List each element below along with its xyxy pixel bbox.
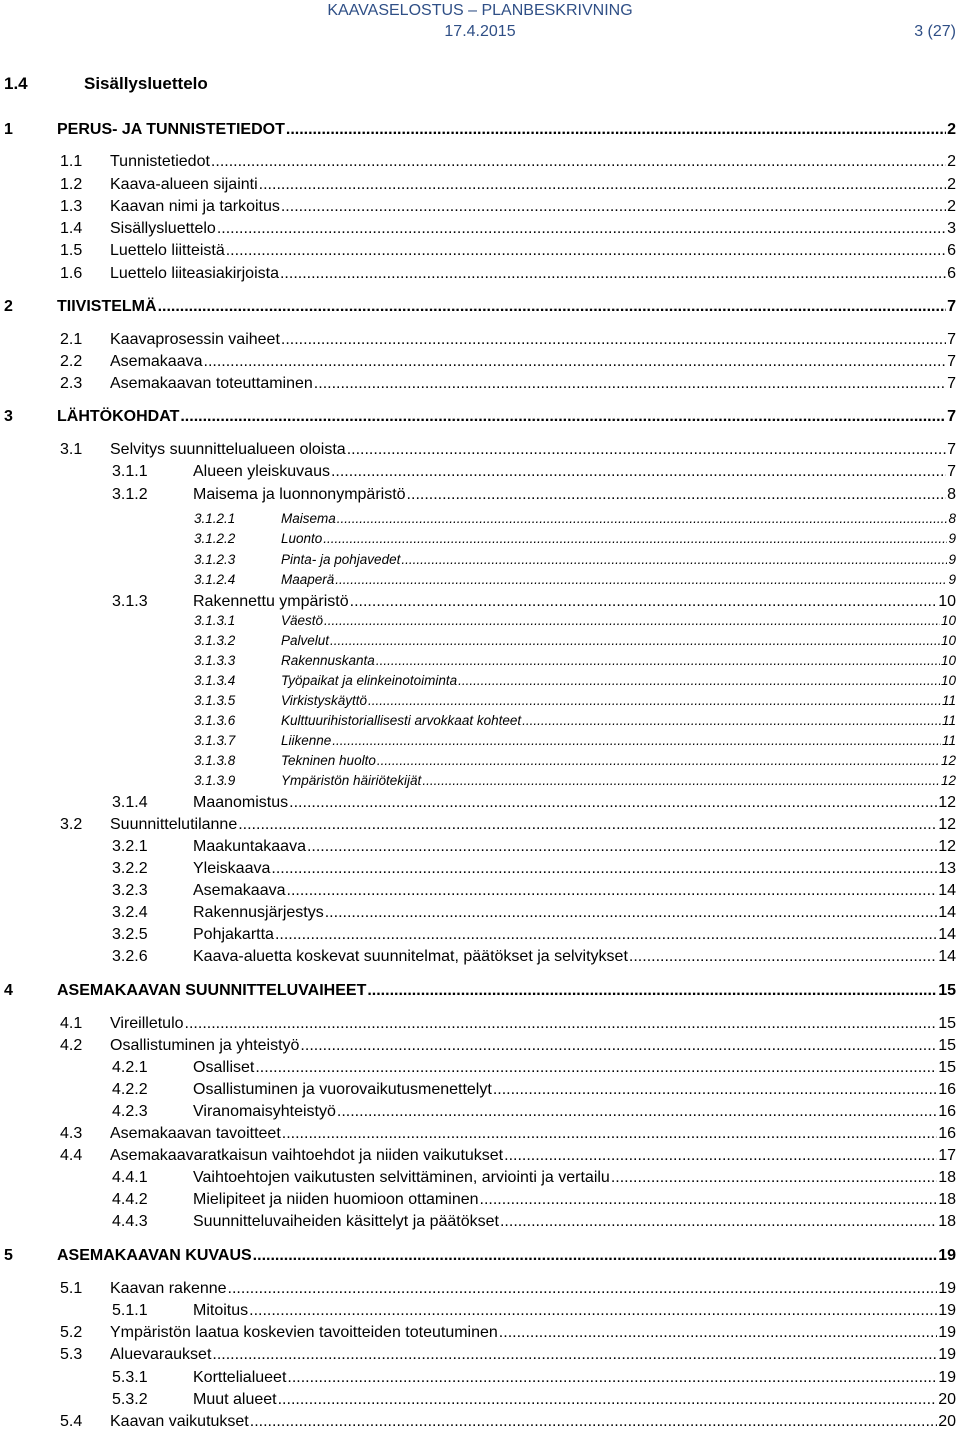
toc-entry-title: Maanomistus [193,794,289,811]
toc-entry-title: Osalliset [193,1059,255,1076]
toc-dot-leader [401,551,947,568]
toc-dot-leader [368,692,941,709]
toc-entry-title: Asemakaavaratkaisun vaihtoehdot ja niiden vaikutukset [110,1147,504,1164]
toc-entry-page: 18 [938,1213,956,1230]
toc-dot-leader [300,1036,937,1056]
toc-entry-number: 4.4.1 [112,1169,148,1186]
toc-entry-title: Asemakaavan tavoitteet [110,1125,281,1142]
toc-dot-leader [212,1345,937,1365]
toc-entry-page: 19 [938,1346,956,1363]
toc-entry-title: Työpaikat ja elinkeinotoiminta [281,673,458,688]
toc-entry-title: Viranomaisyhteistyö [193,1103,336,1120]
toc-dot-leader [522,712,941,729]
toc-entry-title: Ympäristön häiriötekijät [281,773,422,788]
toc-entry-title: Kaavan rakenne [110,1280,227,1297]
toc-entry-title: Suunnittelutilanne [110,816,238,833]
toc-entry-title: ASEMAKAAVAN KUVAUS [57,1247,252,1264]
toc-entry-page: 16 [938,1081,956,1098]
toc-entry-page: 17 [938,1147,956,1164]
toc-entry-number: 2.1 [60,331,83,348]
toc-entry-page: 6 [947,265,956,282]
toc-entry[interactable] [112,592,956,612]
toc-entry-number: 1.3 [60,198,83,215]
toc-entry-number: 5.4 [60,1413,83,1430]
toc-entry-title: Sisällysluettelo [110,220,216,237]
toc-entry[interactable] [194,732,956,749]
toc-entry[interactable] [60,352,956,372]
toc-entry[interactable] [112,462,956,482]
toc-entry-title: Rakennettu ympäristö [193,593,349,610]
toc-entry-number: 3.1.3.9 [194,773,236,788]
toc-entry[interactable] [60,1124,956,1144]
toc-entry-number: 3.1.2.2 [194,531,236,546]
toc-entry-page: 14 [938,882,956,899]
toc-entry-title: Maakuntakaava [193,838,306,855]
toc-entry[interactable] [194,551,956,568]
toc-entry-title: Asemakaava [193,882,286,899]
toc-entry-page: 12 [938,838,956,855]
toc-entry-page: 12 [938,816,956,833]
toc-entry-title: Ympäristön laatua koskevien tavoitteiden toteutuminen [110,1324,498,1341]
toc-entry-page: 19 [938,1369,956,1386]
toc-dot-leader [271,859,937,879]
toc-dot-leader [376,652,940,669]
toc-entry-page: 12 [940,753,956,768]
toc-entry[interactable] [112,903,956,923]
toc-entry-number: 2.3 [60,375,83,392]
toc-entry[interactable] [112,1212,956,1232]
toc-dot-leader [324,612,940,629]
toc-entry-page: 20 [938,1413,956,1430]
toc-dot-leader [185,1014,938,1034]
toc-entry-title: Osallistuminen ja vuorovaikutusmenettelyt [193,1081,492,1098]
toc-entry-number: 3.2.3 [112,882,148,899]
toc-entry-number: 3.2.6 [112,948,148,965]
toc-entry-title: Kaavan vaikutukset [110,1413,249,1430]
toc-dot-leader [249,1301,937,1321]
toc-entry-page: 15 [938,1037,956,1054]
toc-dot-leader [250,1412,937,1432]
toc-dot-leader [367,981,937,1001]
header-date: 17.4.2015 [444,23,516,40]
toc-entry-page: 16 [938,1103,956,1120]
toc-entry-number: 4.4 [60,1147,83,1164]
toc-entry-number: 4.2.1 [112,1059,148,1076]
toc-dot-leader [180,407,946,427]
toc-entry[interactable] [112,1301,956,1321]
toc-dot-leader [458,672,940,689]
toc-entry-page: 7 [947,353,956,370]
toc-entry-title: Muut alueet [193,1391,277,1408]
toc-entry-number: 3.2.5 [112,926,148,943]
toc-entry[interactable] [60,197,956,217]
toc-entry-title: Pinta- ja pohjavedet [281,552,401,567]
toc-entry-page: 14 [938,948,956,965]
toc-entry-title: Väestö [281,613,324,628]
toc-entry-page: 10 [940,673,956,688]
toc-entry-number: 3.2 [60,816,83,833]
toc-entry-page: 6 [947,242,956,259]
toc-entry-title: Mitoitus [193,1302,249,1319]
toc-entry-page: 7 [947,408,956,425]
toc-entry-title: Mielipiteet ja niiden huomioon ottaminen [193,1191,479,1208]
toc-entry-number: 3.2.2 [112,860,148,877]
toc-entry[interactable] [194,571,956,588]
toc-entry-number: 3.1.1 [112,463,148,480]
toc-dot-leader [253,1246,938,1266]
toc-entry-number: 3.2.4 [112,904,148,921]
toc-entry[interactable] [112,485,956,505]
toc-entry-number: 3.1.3.1 [194,613,236,628]
header-document-title: KAAVASELOSTUS – PLANBESKRIVNING [327,2,633,19]
toc-entry[interactable] [4,120,956,140]
toc-dot-leader [493,1080,937,1100]
toc-dot-leader [307,837,937,857]
toc-entry-title: Tekninen huolto [281,753,376,768]
toc-entry-number: 3.1.2.4 [194,572,236,587]
toc-entry[interactable] [60,1412,956,1432]
toc-entry[interactable] [112,793,956,813]
toc-entry-title: Rakennusjärjestys [193,904,324,921]
toc-dot-leader [422,772,940,789]
toc-entry[interactable] [112,925,956,945]
toc-entry-title: Luettelo liitteistä [110,242,225,259]
toc-entry-title: Tunnistetiedot [110,153,210,170]
toc-entry-number: 4.3 [60,1125,83,1142]
toc-entry[interactable] [194,612,956,629]
toc-entry[interactable] [60,219,956,239]
toc-dot-leader [499,1323,937,1343]
toc-entry[interactable] [194,752,956,769]
toc-entry-number: 3.2.1 [112,838,148,855]
toc-entry-title: Kaavaprosessin vaiheet [110,331,280,348]
toc-entry-number: 3 [4,408,13,425]
toc-entry-number: 1.2 [60,176,83,193]
toc-dot-leader [287,881,938,901]
toc-entry-page: 15 [938,982,956,999]
toc-entry-page: 15 [938,1059,956,1076]
toc-entry[interactable] [194,652,956,669]
toc-entry-number: 5.3 [60,1346,83,1363]
toc-entry[interactable] [60,1036,956,1056]
toc-entry-page: 20 [938,1391,956,1408]
toc-entry-number: 3.1.3.8 [194,753,236,768]
toc-entry-page: 10 [940,613,956,628]
toc-entry-page: 3 [947,220,956,237]
toc-dot-leader [335,571,947,588]
toc-entry-title: Luettelo liiteasiakirjoista [110,265,279,282]
toc-entry-title: Asemakaavan toteuttaminen [110,375,313,392]
toc-entry-title: Selvitys suunnittelualueen oloista [110,441,346,458]
toc-dot-leader [323,530,947,547]
toc-dot-leader [504,1146,937,1166]
toc-entry-page: 9 [948,572,956,587]
toc-entry-title: Aluevaraukset [110,1346,212,1363]
toc-entry-title: Kaavan nimi ja tarkoitus [110,198,280,215]
toc-dot-leader [407,485,947,505]
toc-entry-number: 3.1.3.6 [194,713,236,728]
toc-dot-leader [238,815,937,835]
toc-entry-page: 12 [940,773,956,788]
toc-entry[interactable] [4,297,956,317]
toc-entry-title: Yleiskaava [193,860,271,877]
toc-entry[interactable] [194,712,956,729]
toc-entry-title: Alueen yleiskuvaus [193,463,330,480]
toc-entry[interactable] [112,1368,956,1388]
toc-dot-leader [217,219,946,239]
toc-dot-leader [282,1124,937,1144]
toc-entry-page: 14 [938,904,956,921]
toc-entry[interactable] [60,440,956,460]
toc-dot-leader [281,197,946,217]
toc-entry-page: 10 [938,593,956,610]
toc-entry-page: 16 [938,1125,956,1142]
toc-entry-page: 10 [940,633,956,648]
toc-entry-title: Kaava-aluetta koskevat suunnitelmat, päätökset ja selvitykset [193,948,628,965]
toc-entry-number: 3.1.3.7 [194,733,236,748]
toc-entry[interactable] [60,374,956,394]
toc-dot-leader [204,352,947,372]
toc-entry-number: 3.1.2.3 [194,552,236,567]
toc-entry[interactable] [60,264,956,284]
toc-dot-leader [332,732,941,749]
toc-entry[interactable] [112,837,956,857]
toc-entry-number: 3.1.3.3 [194,653,236,668]
toc-entry[interactable] [194,530,956,547]
toc-dot-leader [337,510,948,527]
toc-entry-page: 7 [947,375,956,392]
toc-entry-title: TIIVISTELMÄ [57,298,157,315]
toc-dot-leader [325,903,937,923]
toc-dot-leader [226,241,946,261]
toc-dot-leader [331,462,946,482]
toc-entry-number: 1 [4,121,13,138]
toc-entry-page: 19 [938,1324,956,1341]
toc-dot-leader [280,264,946,284]
toc-entry[interactable] [112,1058,956,1078]
toc-entry-page: 7 [947,463,956,480]
toc-dot-leader [228,1279,938,1299]
toc-entry-title: Kaava-alueen sijainti [110,176,258,193]
toc-entry-page: 13 [938,860,956,877]
toc-entry-number: 4.2.3 [112,1103,148,1120]
toc-entry[interactable] [4,981,956,1001]
toc-entry-number: 2.2 [60,353,83,370]
toc-entry-number: 4.2.2 [112,1081,148,1098]
toc-entry-page: 2 [947,153,956,170]
toc-entry-page: 12 [938,794,956,811]
section-number: 1.4 [4,74,28,93]
toc-dot-leader [330,632,940,649]
toc-entry-number: 5 [4,1247,13,1264]
toc-entry-page: 7 [947,298,956,315]
toc-dot-leader [629,947,937,967]
toc-entry-page: 11 [941,693,956,708]
toc-dot-leader [259,175,946,195]
header-page-number: 3 (27) [914,23,956,40]
toc-entry-number: 3.1 [60,441,83,458]
toc-dot-leader [286,120,946,140]
toc-entry-title: Luonto [281,531,323,546]
toc-entry-title: Maisema [281,511,336,526]
toc-entry-title: Pohjakartta [193,926,274,943]
toc-entry[interactable] [60,175,956,195]
toc-entry[interactable] [60,1279,956,1299]
toc-entry[interactable] [60,1323,956,1343]
toc-dot-leader [287,1368,937,1388]
toc-entry-number: 3.1.4 [112,794,148,811]
toc-entry-number: 3.1.3 [112,593,148,610]
toc-entry-page: 19 [938,1247,956,1264]
toc-entry-page: 2 [947,121,956,138]
toc-dot-leader [211,152,946,172]
toc-entry-title: Vireilletulo [110,1015,184,1032]
toc-entry-page: 2 [947,176,956,193]
toc-entry[interactable] [112,859,956,879]
toc-entry-page: 2 [947,198,956,215]
toc-dot-leader [350,592,938,612]
toc-entry[interactable] [60,152,956,172]
toc-entry-page: 18 [938,1191,956,1208]
toc-entry-page: 9 [948,552,956,567]
toc-entry-title: ASEMAKAAVAN SUUNNITTELUVAIHEET [57,982,367,999]
toc-entry[interactable] [112,1080,956,1100]
toc-dot-leader [275,925,937,945]
toc-entry-title: PERUS- JA TUNNISTETIEDOT [57,121,285,138]
toc-entry-number: 3.1.3.5 [194,693,236,708]
toc-entry-page: 7 [947,441,956,458]
toc-entry-page: 14 [938,926,956,943]
toc-entry-number: 4.4.2 [112,1191,148,1208]
toc-entry[interactable] [60,241,956,261]
toc-entry-number: 4.1 [60,1015,83,1032]
toc-entry-page: 8 [947,486,956,503]
toc-entry-page: 8 [948,511,956,526]
toc-entry-page: 11 [941,733,956,748]
toc-dot-leader [255,1058,937,1078]
toc-entry-title: Maaperä [281,572,335,587]
toc-entry[interactable] [194,772,956,789]
toc-entry-title: Rakennuskanta [281,653,375,668]
toc-entry-title: Suunnitteluvaiheiden käsittelyt ja päätökset [193,1213,499,1230]
toc-entry-number: 4.2 [60,1037,83,1054]
toc-entry-number: 1.4 [60,220,83,237]
toc-entry-page: 7 [947,331,956,348]
toc-dot-leader [314,374,946,394]
toc-entry-page: 18 [938,1169,956,1186]
toc-entry-number: 5.3.1 [112,1369,148,1386]
toc-dot-leader [480,1190,938,1210]
toc-entry-title: Kulttuurihistoriallisesti arvokkaat kohteet [281,713,522,728]
toc-entry-number: 3.1.2 [112,486,148,503]
toc-entry-number: 1.5 [60,242,83,259]
toc-entry[interactable] [60,1345,956,1365]
toc-entry[interactable] [4,1246,956,1266]
toc-dot-leader [377,752,940,769]
toc-dot-leader [347,440,946,460]
toc-entry-number: 4 [4,982,13,999]
toc-entry[interactable] [194,672,956,689]
toc-entry-title: Korttelialueet [193,1369,287,1386]
toc-entry-page: 19 [938,1302,956,1319]
toc-entry-page: 9 [948,531,956,546]
toc-dot-leader [158,297,947,317]
toc-entry-page: 19 [938,1280,956,1297]
toc-entry[interactable] [194,510,956,527]
toc-entry-page: 11 [941,713,956,728]
toc-entry[interactable] [112,881,956,901]
toc-dot-leader [611,1168,937,1188]
toc-entry-title: LÄHTÖKOHDAT [57,408,180,425]
toc-entry-number: 1.6 [60,265,83,282]
toc-entry-number: 2 [4,298,13,315]
toc-entry[interactable] [4,407,956,427]
toc-entry-number: 3.1.3.4 [194,673,236,688]
toc-entry-title: Virkistyskäyttö [281,693,368,708]
toc-entry-number: 5.3.2 [112,1391,148,1408]
section-title: Sisällysluettelo [84,74,208,93]
toc-entry[interactable] [194,632,956,649]
toc-entry-title: Osallistuminen ja yhteistyö [110,1037,300,1054]
toc-entry[interactable] [60,815,956,835]
toc-entry[interactable] [112,1190,956,1210]
toc-entry-number: 1.1 [60,153,83,170]
toc-entry-number: 3.1.3.2 [194,633,236,648]
toc-dot-leader [500,1212,937,1232]
toc-entry-title: Asemakaava [110,353,203,370]
toc-entry[interactable] [60,1014,956,1034]
toc-entry-number: 5.2 [60,1324,83,1341]
toc-entry[interactable] [112,1390,956,1410]
toc-entry-number: 4.4.3 [112,1213,148,1230]
toc-entry[interactable] [194,692,956,709]
toc-entry[interactable] [112,1102,956,1122]
toc-entry[interactable] [112,1168,956,1188]
toc-entry[interactable] [112,947,956,967]
toc-entry-page: 15 [938,1015,956,1032]
toc-entry-title: Palvelut [281,633,330,648]
toc-entry-title: Maisema ja luonnonympäristö [193,486,406,503]
toc-dot-leader [278,1390,938,1410]
toc-entry[interactable] [60,330,956,350]
toc-entry[interactable] [60,1146,956,1166]
toc-entry-title: Liikenne [281,733,332,748]
toc-dot-leader [281,330,946,350]
toc-dot-leader [337,1102,937,1122]
toc-entry-title: Vaihtoehtojen vaikutusten selvittäminen, arviointi ja vertailu [193,1169,610,1186]
toc-entry-page: 10 [940,653,956,668]
toc-dot-leader [289,793,937,813]
toc-entry-number: 5.1.1 [112,1302,148,1319]
toc-entry-number: 5.1 [60,1280,83,1297]
toc-entry-number: 3.1.2.1 [194,511,236,526]
